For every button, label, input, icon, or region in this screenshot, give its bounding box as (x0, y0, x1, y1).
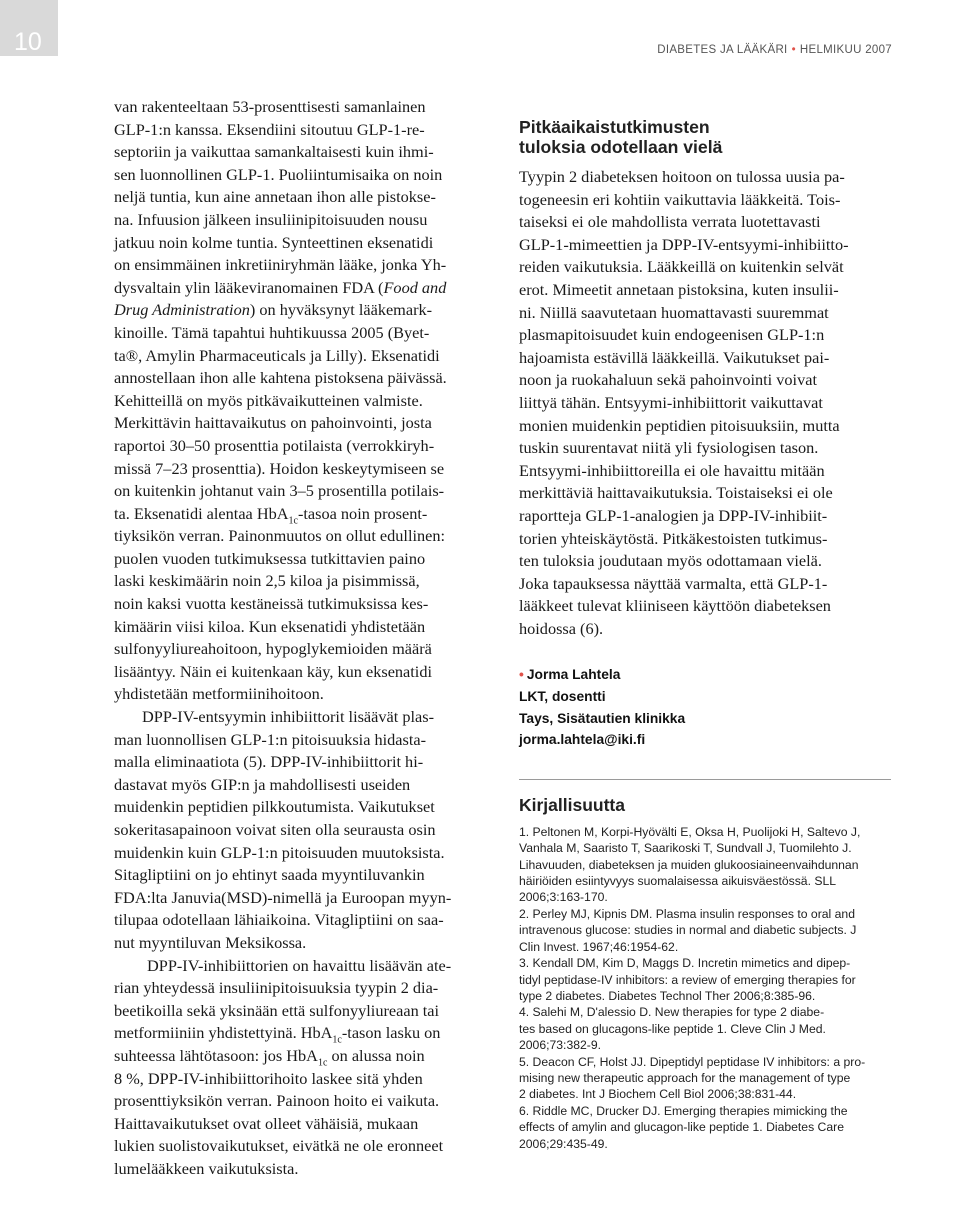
text-run: DPP-IV-inhibiittorien on havaittu lisäävän ate- rian yhteydessä insuliinipitoisuuksia tyypin 2 dia- beetikoilla sekä yksinään että sulfonyyliureaan tai metformiiniin yhdistettyinä. HbA (114, 955, 452, 1043)
right-paragraph: Tyypin 2 diabeteksen hoitoon on tulossa uusia pa- togeneesin eri kohtiin vaikuttavia lääkkeitä. Tois- taiseksi ei ole mahdollista verrata luotettavasti GLP-1-mimeettien ja DPP-IV-entsyymi-inhibiitto- reiden vaikutuksia. Lääkkeillä on kuitenkin selvät erot. Mimeetit annetaan pistoksina, kuten insulii- ni. Niillä saavutetaan huomattavasti suuremmat plasmapitoisuudet kuin endogeenisen GLP-1:n hajoamista estävillä lääkkeillä. Vaikutukset pai- noon ja ruokahaluun sekä pahoinvointi voivat liittyä tähän. Entsyymi-inhibiittorit vaikuttavat monien muidenkin peptidien pitoisuuksiin, mutta tuskin suurentavat niitä yli fysiologisen tason. Entsyymi-inhibiittoreilla ei ole havaittu mitään merkittäviä haittavaikutuksia. Toistaiseksi ei ole raportteja GLP-1-analogien ja DPP-IV-inhibiit- torien yhteiskäytöstä. Pitkäkestoisten tutkimus- ten tuloksia joudutaan myös odottamaan vielä. Joka tapauksessa näyttää varmalta, että GLP-1- lääkkeet tulevat kliiniseen käyttöön diabeteksen hoidossa (6). (519, 167, 849, 638)
page-number: 10 (14, 28, 42, 56)
subscript: 1c (317, 1057, 328, 1069)
issue-date: HELMIKUU 2007 (799, 44, 892, 56)
author-name-line (519, 664, 895, 686)
page-number-box (0, 0, 58, 56)
author-title: LKT, dosentti (519, 689, 606, 705)
author-block (519, 664, 895, 750)
reference-item: 6. Riddle MC, Drucker DJ. Emerging therapies mimicking the effects of amylin and glucagon-like peptide 1. Diabetes Care 2006;29:435-49. (519, 1103, 848, 1151)
reference-item: 2. Perley MJ, Kipnis DM. Plasma insulin responses to oral and intravenous glucose: studies in normal and diabetic subjects. J Clin Invest. 1967;46:1954-62. (519, 906, 857, 954)
text-run: van rakenteeltaan 53-prosenttisesti samanlainen GLP-1:n kanssa. Eksendiini sitoutuu GLP-1-re- septoriin ja vaikuttaa samankaltaisesti kuin ihmi- sen luonnollinen GLP-1. Puoliintumisaika on noin neljä tuntia, kun aine annetaan ihon alle pistokse- na. Infuusion jälkeen insuliinipitoisuuden nousu jatkuu noin kolme tuntia. Synteettinen eksenatidi on ensimmäinen inkretiiniryhmän lääke, jonka Yh- dysvaltain ylin lääkeviranomainen FDA ( (114, 97, 447, 297)
author-email[interactable]: jorma.lahtela@iki.fi (519, 732, 646, 748)
reference-item: 3. Kendall DM, Kim D, Maggs D. Incretin mimetics and dipep- tidyl peptidase-IV inhibitors: a review of emerging therapies for type 2 diabetes. Diabetes Technol Ther 2006;8:385-96. (519, 956, 856, 1003)
text-run: -tasoa noin prosent- tiyksikön verran. Painonmuutos on ollut edullinen: puolen vuoden tutkimuksessa tutkittavien paino laski keskimäärin noin 2,5 kiloa ja pisimmissä, noin kaksi vuotta kestäneissä tutkimuksissa kes- kimäärin viisi kiloa. Kun eksenatidi yhdistetään sulfonyyliureahoitoon, hypoglykemioiden määrä lisääntyy. Näin ei kuitenkaan käy, kun eksenatidi yhdistetään metformiinihoitoon. (114, 503, 446, 704)
divider (519, 779, 891, 780)
subscript: 1c (332, 1034, 342, 1046)
left-paragraph-2: DPP-IV-entsyymin inhibiittorit lisäävät plas- man luonnollisen GLP-1:n pitoisuuksia hidasta- malla eliminaatiota (5). DPP-IV-inhibiittorit hi- dastavat myös GIP:n ja mahdollisesti useiden muidenkin peptidien pilkkoutumista. Vaikutukset sokeritasapainoon voivat siten olla seurausta osin muidenkin kuin GLP-1:n pitoisuuden muutoksista. Sitagliptiini on jo ehtinyt saada myyntiluvankin FDA:lta Januvia(MSD)-nimellä ja Euroopan myyn- tilupaa odotellaan lähiaikoina. Vitagliptiini on saa- nut myyntiluvan Meksikossa. (114, 707, 452, 952)
left-paragraph-3 (114, 955, 490, 1181)
text-run: -tason lasku on suhteessa lähtötasoon: jos HbA (114, 1023, 441, 1065)
running-header (657, 44, 892, 56)
author-affiliation: Tays, Sisätautien klinikka (519, 710, 686, 726)
reference-item: 5. Deacon CF, Holst JJ. Dipeptidyl peptidase IV inhibitors: a pro- mising new therapeutic approach for the management of type 2 diabetes. Int J Biochem Cell Biol 2006;38:831-44. (519, 1054, 866, 1102)
references-heading: Kirjallisuutta (519, 794, 625, 815)
right-column (519, 117, 895, 1152)
left-column (114, 96, 490, 1181)
reference-item: 4. Salehi M, D'alessio D. New therapies for type 2 diabe- tes based on glucagons-like peptide 1. Cleve Clin J Med. 2006;73:382-9. (519, 1005, 826, 1053)
italic-run: Food and Drug Administration (114, 277, 447, 320)
author-bullet: • (519, 667, 524, 683)
journal-name: DIABETES JA LÄÄKÄRI (657, 44, 788, 56)
text-run: on alussa noin 8 %, DPP-IV-inhibiittorihoito laskee sitä yhden prosenttiyksikön verran. Painoon hoito ei vaikuta. Haittavaikutukset ovat olleet vähäisiä, mukaan lukien suolistovaikutukset, eivätkä ne ole eronneet lumelääkkeen vaikutuksista. (114, 1045, 444, 1178)
subscript: 1c (288, 514, 298, 526)
header-separator-dot: • (791, 44, 796, 56)
author-name: Jorma Lahtela (526, 667, 621, 683)
reference-list (519, 824, 895, 1152)
section-heading: Pitkäaikaistutkimusten tuloksia odotellaan vielä (519, 117, 723, 157)
reference-item: 1. Peltonen M, Korpi-Hyövälti E, Oksa H, Puolijoki H, Saltevo J, Vanhala M, Saaristo T, Saarikoski T, Sundvall J, Tuomilehto J. Lihavuuden, diabeteksen ja muiden glukoosiaineenvaihdunnan häiriöiden esiintyvyys suomalaisessa aikuisväestössä. SLL 2006;3:163-170. (519, 824, 861, 905)
text-run: ) on hyväksynyt lääkemark- kinoille. Tämä tapahtui huhtikuussa 2005 (Byet- ta®, Amylin Pharmaceuticals ja Lilly). Eksenatidi annostellaan ihon alle kahtena pistoksena päivässä. Kehitteillä on myös pitkävaikutteinen valmiste. Merkittävin haittavaikutus on pahoinvointi, josta raportoi 30–50 prosenttia potilaista (verrokkiryh- missä 7–23 prosenttia). Hoidon keskeytymiseen se on kuitenkin johtanut vain 3–5 prosentilla potilais- ta. Eksenatidi alentaa HbA (114, 300, 447, 523)
left-paragraph-1 (114, 96, 490, 706)
